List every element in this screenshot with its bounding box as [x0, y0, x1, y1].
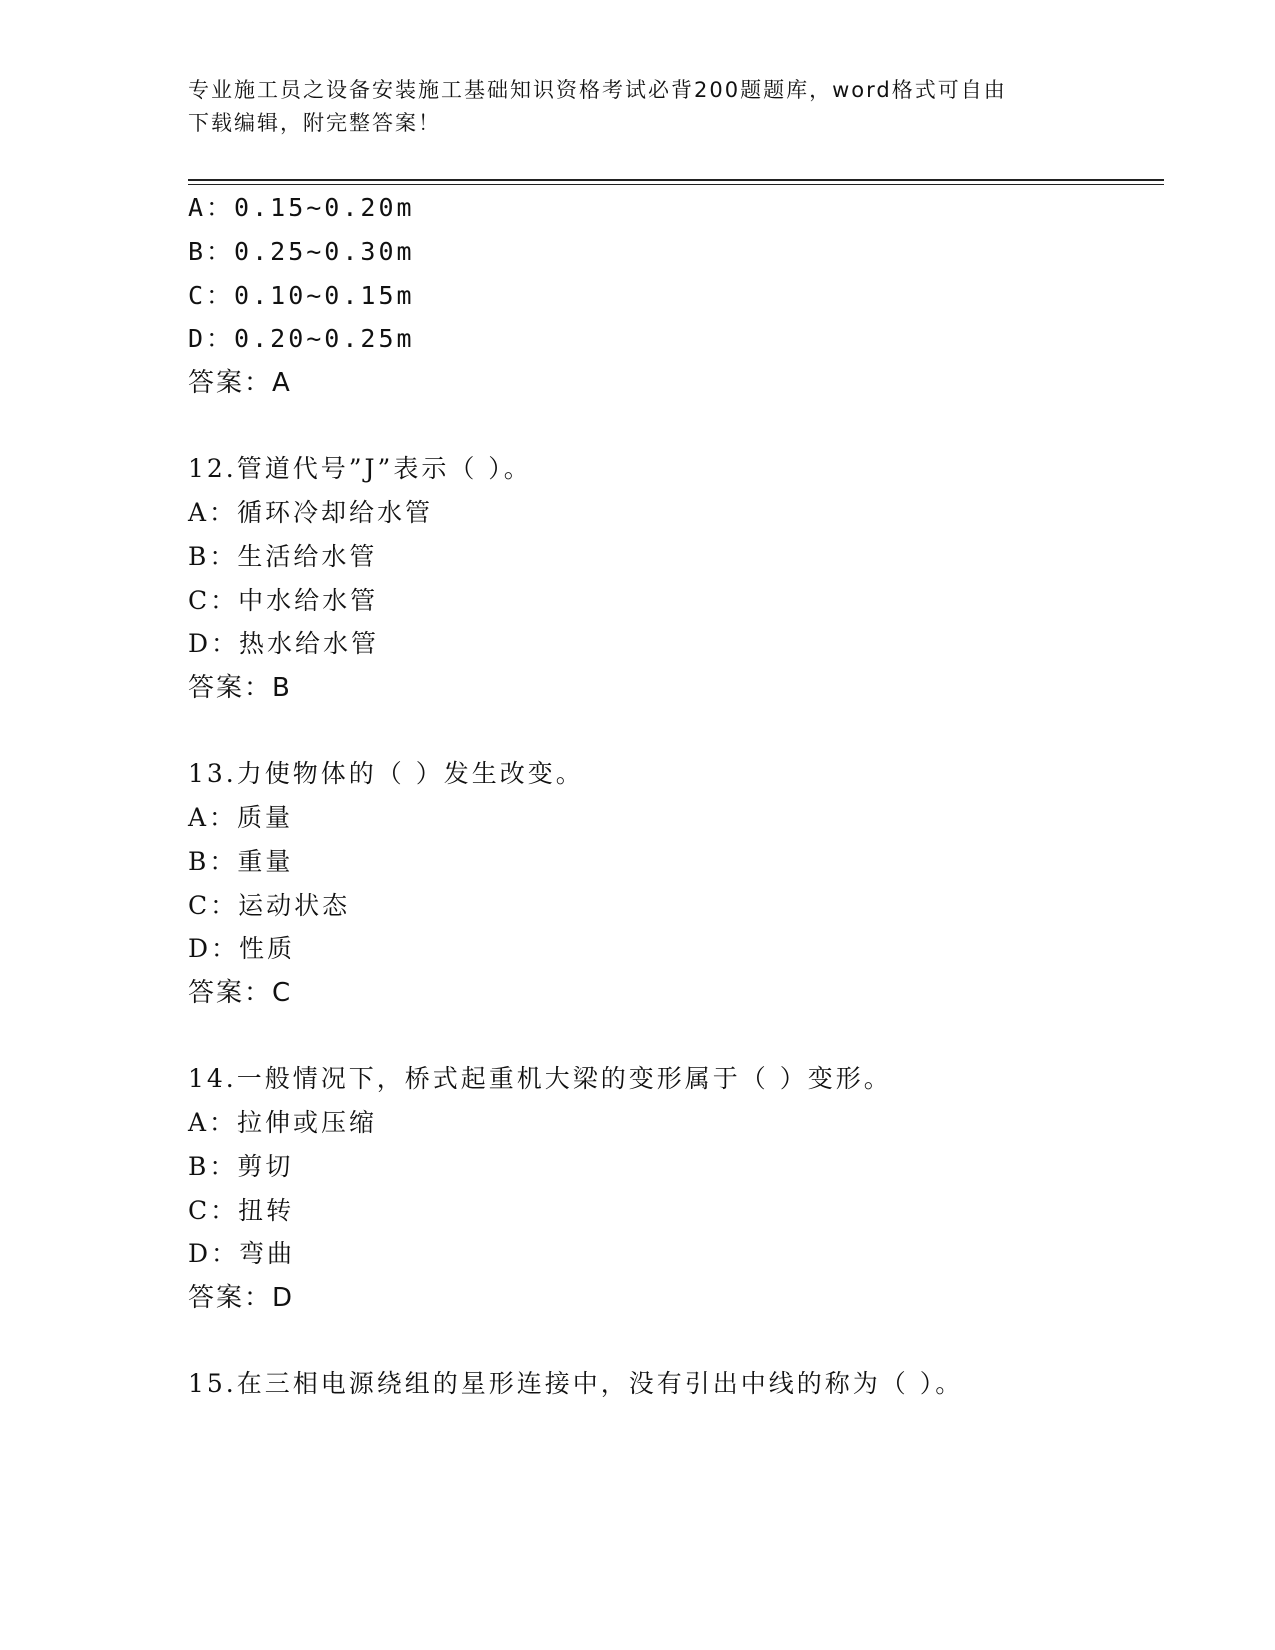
q13-question: 13.力使物体的（ ）发生改变。	[188, 759, 584, 788]
header-divider-thin	[188, 184, 1164, 185]
q11-option-c: C：0.10~0.15m	[188, 281, 415, 310]
q11-option-d: D：0.20~0.25m	[188, 324, 415, 353]
q14-option-d: D：弯曲	[188, 1239, 296, 1268]
q12-option-d: D：热水给水管	[188, 629, 380, 658]
q13-option-a: A：质量	[188, 803, 294, 832]
q12-question: 12.管道代号”J”表示（ ）。	[188, 454, 532, 483]
q11-answer: 答案：A	[188, 368, 292, 398]
q11-option-b: B：0.25~0.30m	[188, 237, 415, 266]
q14-option-a: A：拉伸或压缩	[188, 1108, 378, 1137]
q12-option-c: C：中水给水管	[188, 586, 379, 615]
q13-option-d: D：性质	[188, 934, 296, 963]
q12-option-b: B：生活给水管	[188, 542, 378, 571]
q14-answer: 答案：D	[188, 1283, 295, 1313]
q14-option-b: B：剪切	[188, 1152, 294, 1181]
q13-answer: 答案：C	[188, 978, 293, 1008]
document-header	[188, 74, 1068, 140]
q13-option-c: C：运动状态	[188, 891, 351, 920]
q11-option-a: A：0.15~0.20m	[188, 193, 415, 222]
q13-option-b: B：重量	[188, 847, 294, 876]
header-line-2: 下载编辑，附完整答案！	[188, 111, 441, 135]
q12-option-a: A：循环冷却给水管	[188, 498, 434, 527]
q15-question: 15.在三相电源绕组的星形连接中，没有引出中线的称为（ ）。	[188, 1369, 964, 1398]
q14-option-c: C：扭转	[188, 1196, 295, 1225]
q14-question: 14.一般情况下，桥式起重机大梁的变形属于（ ）变形。	[188, 1064, 892, 1093]
header-divider-thick	[188, 179, 1164, 181]
header-line-1: 专业施工员之设备安装施工基础知识资格考试必背200题题库，word格式可自由	[188, 78, 1007, 102]
q12-answer: 答案：B	[188, 673, 292, 703]
